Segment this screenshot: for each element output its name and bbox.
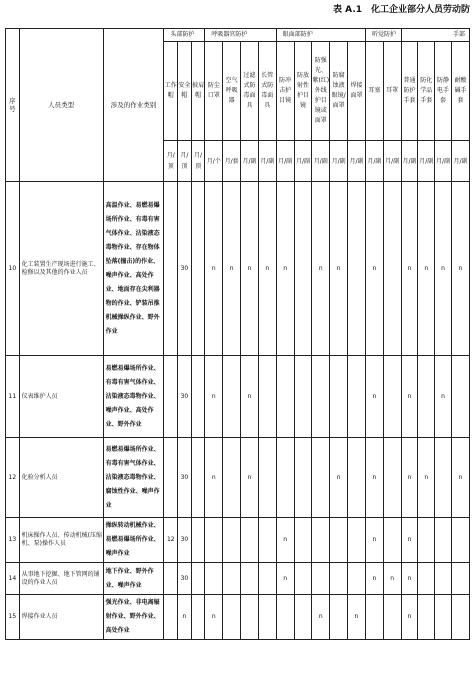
ppe-cell: n: [365, 518, 383, 563]
ppe-cell: [418, 356, 435, 438]
ppe-cell: [191, 595, 205, 640]
ppe-cell: [205, 518, 223, 563]
group-hearing-protection: 听觉防护: [365, 29, 401, 42]
ppe-cell: [164, 356, 178, 438]
ppe-cell: [330, 356, 348, 438]
activity-header: 涉及的作业类别: [103, 29, 164, 182]
column-header: 防强光、紫(红)外线护目镜或面罩: [312, 42, 330, 141]
ppe-cell: [164, 182, 178, 356]
ppe-cell: 30: [178, 518, 192, 563]
column-header: 披肩帽: [191, 42, 205, 141]
ppe-cell: n: [205, 182, 223, 356]
ppe-cell: [451, 563, 469, 595]
ppe-cell: n: [401, 438, 418, 518]
ppe-cell: [258, 563, 276, 595]
ppe-cell: n: [401, 356, 418, 438]
ppe-cell: [451, 595, 469, 640]
column-header: 耳塞: [365, 42, 383, 141]
ppe-cell: n: [205, 356, 223, 438]
row-activity: 易燃易爆场所作业、有毒有害气体作业、沾染液态毒物作业、噪声作业、高处作业、野外作业: [103, 356, 164, 438]
ppe-cell: [241, 563, 259, 595]
ppe-cell: n: [401, 595, 418, 640]
ppe-cell: n: [418, 182, 435, 356]
table-row: [6, 563, 470, 595]
row-seq: 10: [6, 182, 20, 356]
ppe-cell: n: [365, 182, 383, 356]
ppe-cell: [258, 518, 276, 563]
column-header: 防冲击护目镜: [276, 42, 294, 141]
ppe-cell: [258, 356, 276, 438]
unit-cell: 月/副: [258, 141, 276, 182]
group-respiratory-protection: 呼吸器官防护: [205, 29, 276, 42]
row-seq: 15: [6, 595, 20, 640]
column-header: 防尘口罩: [205, 42, 223, 141]
ppe-cell: [294, 595, 312, 640]
ppe-cell: n: [383, 563, 401, 595]
ppe-cell: [191, 356, 205, 438]
ppe-cell: [435, 563, 452, 595]
ppe-cell: [383, 518, 401, 563]
group-hand-protection: 手部: [401, 29, 469, 42]
group-head-protection: 头部防护: [164, 29, 205, 42]
ppe-table: [5, 28, 470, 640]
ppe-cell: [191, 182, 205, 356]
ppe-cell: n: [276, 563, 294, 595]
row-person-type: 焊接作业人员: [19, 595, 103, 640]
ppe-cell: [191, 518, 205, 563]
ppe-cell: [294, 563, 312, 595]
ppe-cell: [383, 595, 401, 640]
ppe-cell: [241, 518, 259, 563]
unit-cell: 月/副: [312, 141, 330, 182]
ppe-cell: n: [241, 182, 259, 356]
ppe-cell: [276, 356, 294, 438]
ppe-cell: [258, 595, 276, 640]
ppe-cell: n: [241, 438, 259, 518]
unit-cell: 月/顶: [191, 141, 205, 182]
group-eye-face-protection: 眼面部防护: [276, 29, 365, 42]
ppe-cell: [330, 595, 348, 640]
unit-cell: 月/顶: [164, 141, 178, 182]
ppe-cell: [223, 563, 241, 595]
group-header-row: [6, 29, 470, 42]
row-seq: 14: [6, 563, 20, 595]
ppe-cell: [294, 438, 312, 518]
ppe-cell: [451, 356, 469, 438]
ppe-cell: [383, 182, 401, 356]
ppe-cell: [435, 438, 452, 518]
unit-cell: 月/副: [451, 141, 469, 182]
unit-cell: 月/副: [348, 141, 366, 182]
ppe-cell: [383, 438, 401, 518]
ppe-cell: [164, 438, 178, 518]
ppe-cell: n: [418, 438, 435, 518]
ppe-cell: n: [348, 595, 366, 640]
ppe-cell: [348, 518, 366, 563]
row-seq: 12: [6, 438, 20, 518]
row-person-type: 仪表维护人员: [19, 356, 103, 438]
ppe-cell: [348, 356, 366, 438]
row-person-type: 化验分析人员: [19, 438, 103, 518]
ppe-cell: [348, 438, 366, 518]
column-header: 耐酸碱手套: [451, 42, 469, 141]
ppe-cell: [294, 356, 312, 438]
table-row: [6, 356, 470, 438]
unit-cell: 月/副: [365, 141, 383, 182]
ppe-cell: [330, 563, 348, 595]
unit-cell: 月/副: [241, 141, 259, 182]
ppe-cell: [348, 563, 366, 595]
ppe-cell: [205, 563, 223, 595]
ppe-cell: n: [401, 563, 418, 595]
ppe-cell: n: [223, 182, 241, 356]
column-header: 防腐蚀液眼镜/面罩: [330, 42, 348, 141]
ppe-cell: [418, 518, 435, 563]
ppe-cell: [418, 563, 435, 595]
column-header: 防放射性护目镜: [294, 42, 312, 141]
table-row: [6, 595, 470, 640]
ppe-cell: n: [241, 356, 259, 438]
column-header: 工作帽: [164, 42, 178, 141]
ppe-cell: [294, 518, 312, 563]
table-row: [6, 438, 470, 518]
column-header: 安全帽: [178, 42, 192, 141]
unit-cell: 月/套: [223, 141, 241, 182]
ppe-cell: [241, 595, 259, 640]
table-title: 表 A.1 化工企业部分人员劳动防: [333, 5, 470, 15]
ppe-cell: [191, 563, 205, 595]
ppe-cell: n: [330, 182, 348, 356]
row-activity: 易燃易爆场所作业、有毒有害气体作业、沾染液态毒物作业、腐蚀性作业、噪声作业: [103, 438, 164, 518]
row-person-type: 化工装置生产现场进行施工、检修以及其他的作业人员: [19, 182, 103, 356]
unit-cell: 月/副: [401, 141, 418, 182]
ppe-cell: n: [178, 595, 192, 640]
ppe-cell: [451, 518, 469, 563]
ppe-cell: [383, 356, 401, 438]
table-row: [6, 182, 470, 356]
ppe-cell: n: [435, 356, 452, 438]
column-header: 防静电手套: [435, 42, 452, 141]
ppe-cell: n: [451, 182, 469, 356]
row-seq: 11: [6, 356, 20, 438]
ppe-cell: n: [330, 438, 348, 518]
ppe-cell: n: [451, 438, 469, 518]
ppe-cell: n: [276, 518, 294, 563]
ppe-cell: n: [401, 182, 418, 356]
column-header: 耳罩: [383, 42, 401, 141]
ppe-cell: [365, 595, 383, 640]
ppe-cell: 30: [178, 438, 192, 518]
row-person-type: 从事地下挖掘、地下管网的铺设的作业人员: [19, 563, 103, 595]
ppe-cell: n: [365, 563, 383, 595]
ppe-cell: [223, 518, 241, 563]
row-activity: 强光作业、非电离辐射作业、野外作业、高处作业: [103, 595, 164, 640]
ppe-cell: [330, 518, 348, 563]
ppe-cell: [223, 438, 241, 518]
ppe-cell: [223, 356, 241, 438]
ppe-cell: n: [312, 182, 330, 356]
unit-cell: 月/顶: [178, 141, 192, 182]
ppe-cell: [312, 563, 330, 595]
row-person-type: 机床操作人员、传动机械(压缩机、泵)操作人员: [19, 518, 103, 563]
ppe-cell: n: [365, 438, 383, 518]
unit-cell: 月/副: [294, 141, 312, 182]
column-header: 防化学品手套: [418, 42, 435, 141]
ppe-cell: [276, 438, 294, 518]
ppe-cell: [164, 595, 178, 640]
ppe-cell: [164, 563, 178, 595]
ppe-cell: n: [312, 595, 330, 640]
ppe-cell: n: [435, 182, 452, 356]
ppe-cell: [312, 356, 330, 438]
person-header: 人员类型: [19, 29, 103, 182]
table-row: [6, 518, 470, 563]
ppe-cell: n: [205, 595, 223, 640]
ppe-cell: n: [365, 356, 383, 438]
ppe-cell: n: [205, 438, 223, 518]
column-header: 焊接面罩: [348, 42, 366, 141]
unit-cell: 月/副: [383, 141, 401, 182]
unit-cell: 月/个: [205, 141, 223, 182]
unit-cell: 月/副: [418, 141, 435, 182]
ppe-cell: [312, 518, 330, 563]
row-activity: 地下作业、野外作业、噪声作业: [103, 563, 164, 595]
ppe-cell: [435, 518, 452, 563]
ppe-cell: [418, 595, 435, 640]
ppe-cell: n: [401, 518, 418, 563]
unit-cell: 月/副: [435, 141, 452, 182]
ppe-cell: n: [258, 182, 276, 356]
ppe-cell: 12: [164, 518, 178, 563]
unit-cell: 月/副: [330, 141, 348, 182]
ppe-cell: [348, 182, 366, 356]
column-header: 普通防护手套: [401, 42, 418, 141]
ppe-cell: 30: [178, 182, 192, 356]
unit-cell: 月/副: [276, 141, 294, 182]
ppe-cell: [435, 595, 452, 640]
ppe-cell: [223, 595, 241, 640]
seq-header: 序号: [6, 29, 20, 182]
ppe-cell: n: [276, 182, 294, 356]
column-header: 过滤式防毒面具: [241, 42, 259, 141]
row-activity: 高温作业、易燃易爆场所作业、有毒有害气体作业、沾染液态毒物作业、存在物体坠落(撞击)的作业、噪声作业、高处作业、地面存在尖利器物的作业、铲装吊推机械操纵作业、野外作业: [103, 182, 164, 356]
ppe-cell: [276, 595, 294, 640]
ppe-cell: [294, 182, 312, 356]
column-header: 长管式防毒面具: [258, 42, 276, 141]
ppe-cell: [312, 438, 330, 518]
ppe-cell: 30: [178, 563, 192, 595]
ppe-cell: [191, 438, 205, 518]
row-activity: 操纵转动机械作业、易燃易爆场所作业、噪声作业: [103, 518, 164, 563]
row-seq: 13: [6, 518, 20, 563]
ppe-cell: 30: [178, 356, 192, 438]
column-header: 空气呼吸器: [223, 42, 241, 141]
ppe-cell: [258, 438, 276, 518]
